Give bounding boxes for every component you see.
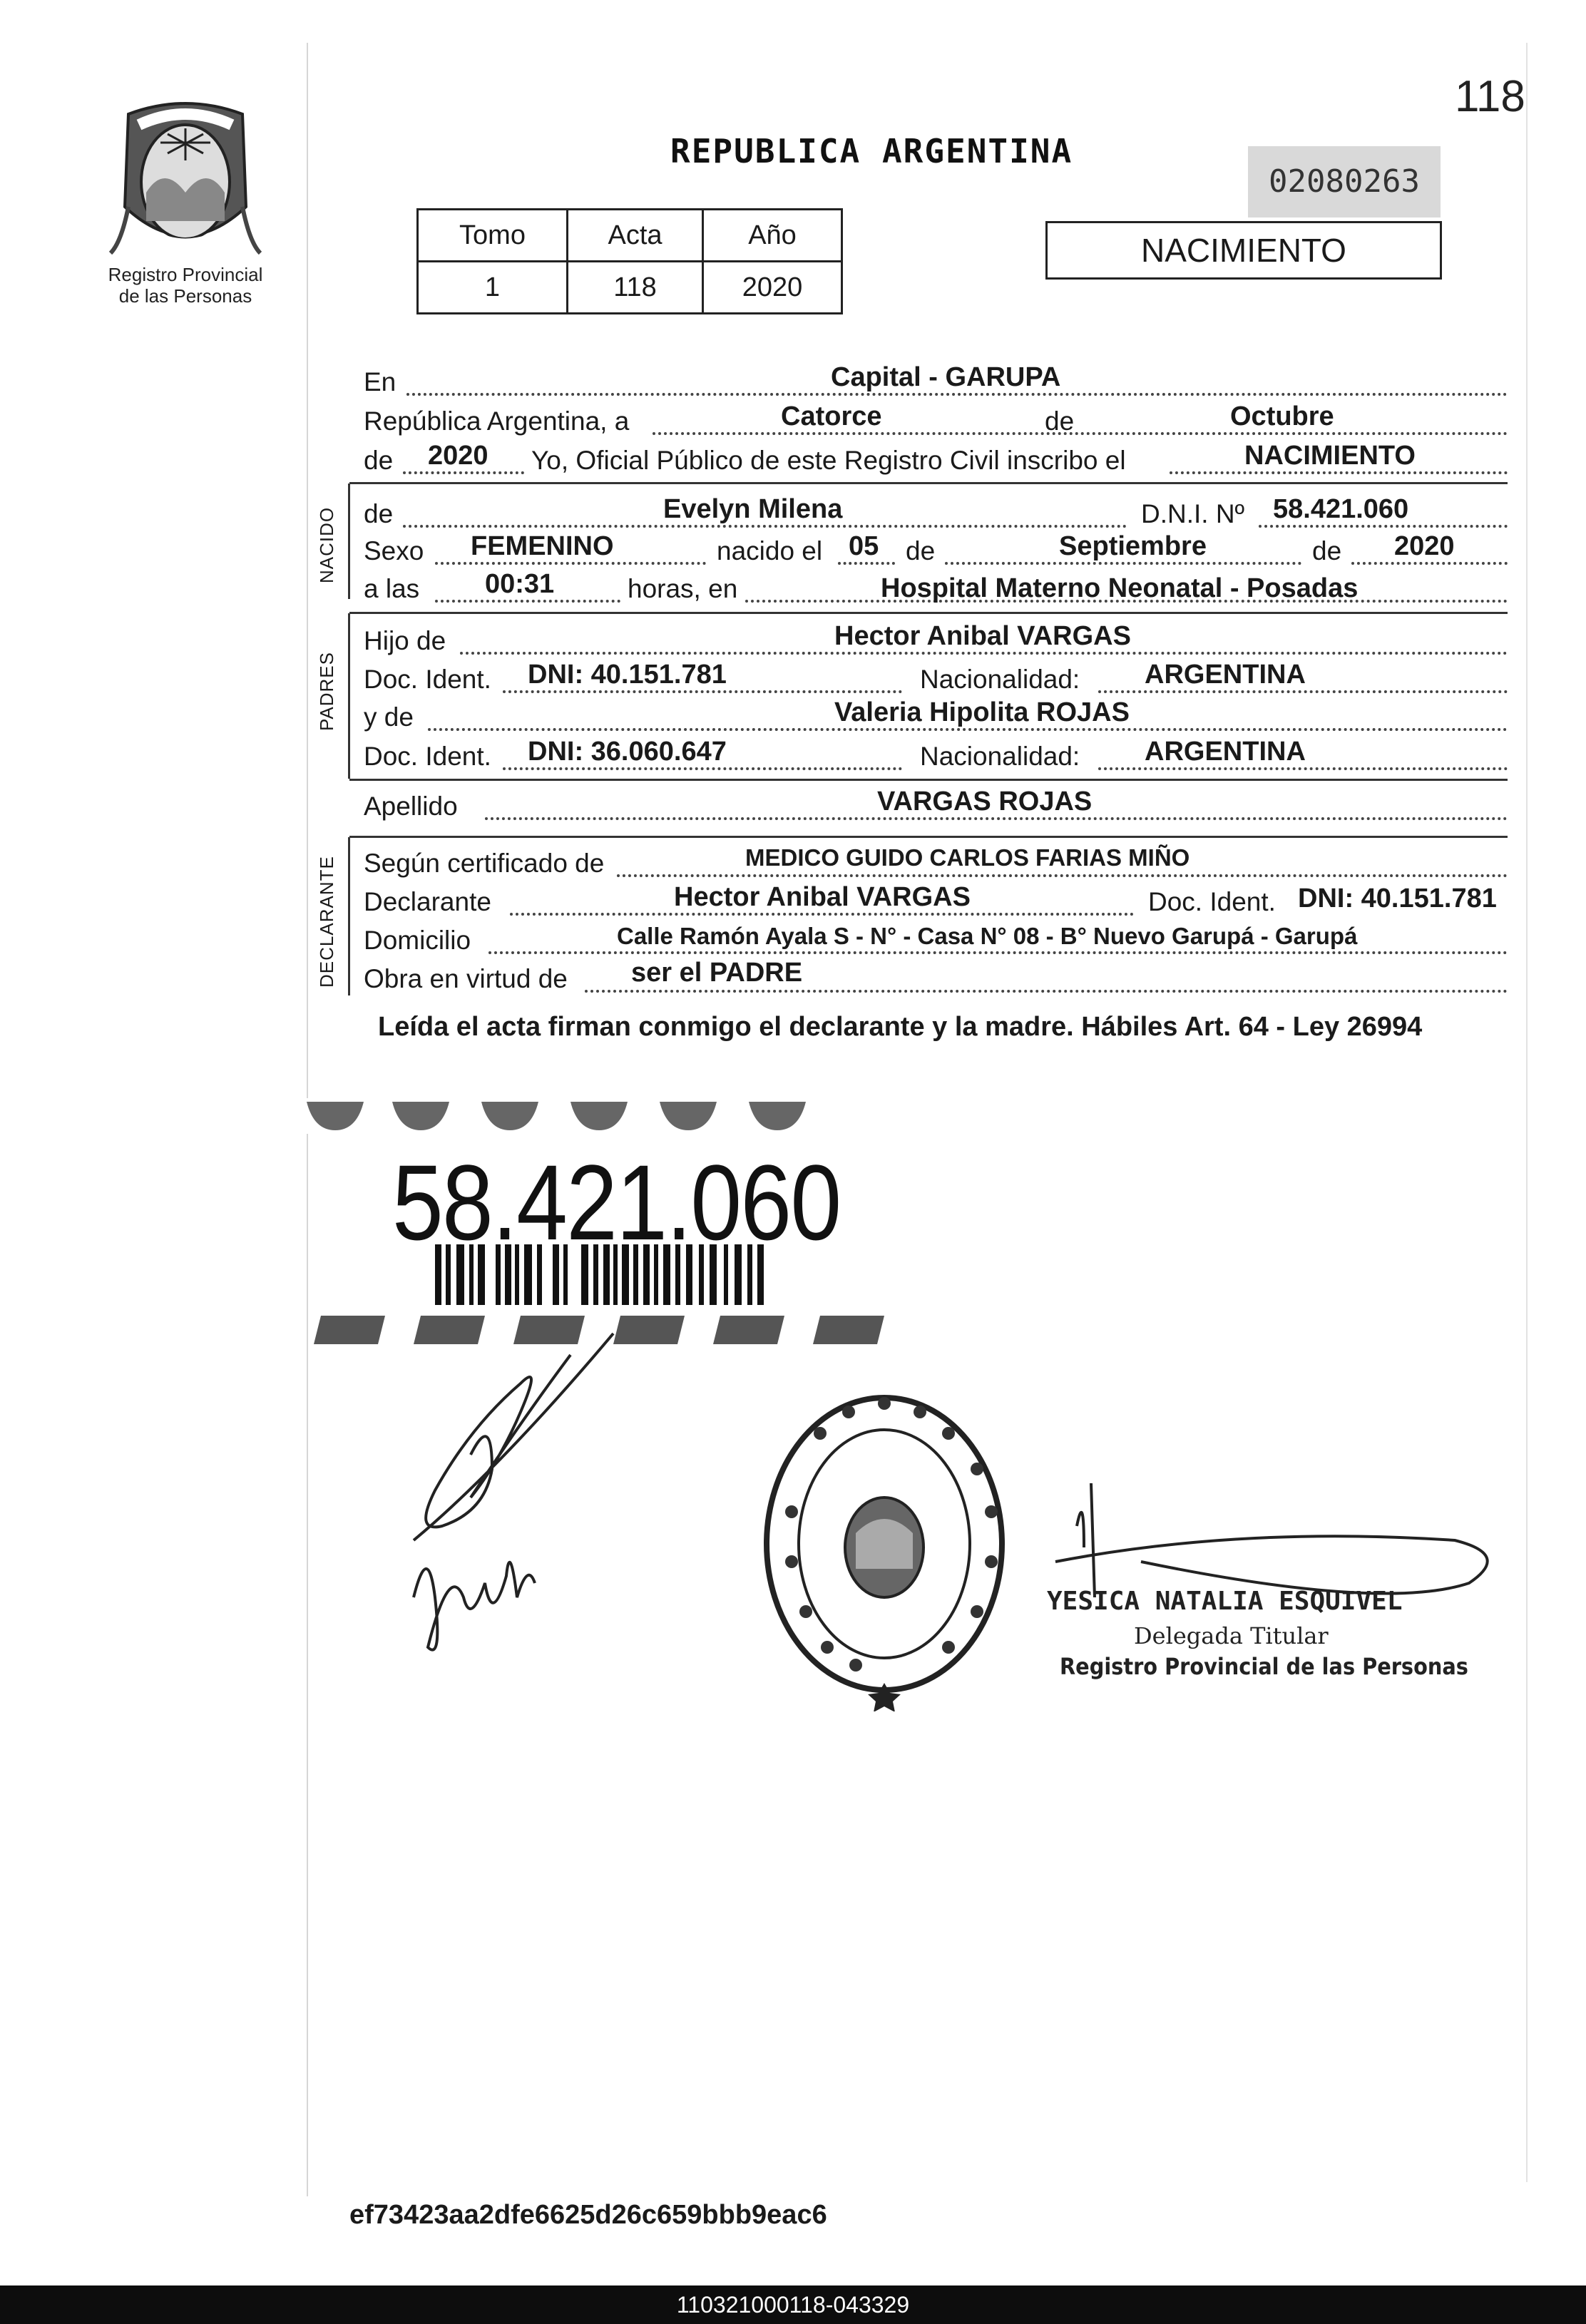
domicilio-label: Domicilio (364, 926, 471, 955)
sexo-label: Sexo (364, 536, 424, 565)
acta-header: Acta (568, 210, 703, 262)
logo-caption-line1: Registro Provincial (108, 264, 263, 285)
republica-label: República Argentina, a (364, 406, 630, 436)
form-line-republica (364, 399, 1508, 439)
nacido-de3-label: de (1312, 536, 1342, 565)
declarant-relation: ser el PADRE (631, 958, 803, 988)
y-de-label: y de (364, 702, 414, 732)
official-seal (756, 1383, 1013, 1711)
birth-time: 00:31 (485, 569, 555, 599)
obra-label: Obra en virtud de (364, 964, 568, 993)
de-label: de (1045, 406, 1075, 436)
form-line-mother-doc (364, 734, 1508, 774)
alas-label: a las (364, 574, 420, 603)
form-line-domicilio (364, 918, 1508, 958)
logo-caption (78, 264, 292, 307)
section-label-nacido: NACIDO (316, 506, 337, 583)
form-line-year (364, 439, 1508, 478)
nacionalidad-label: Nacionalidad: (920, 665, 1080, 694)
form-line-declarant (364, 880, 1508, 920)
separator (349, 612, 1508, 614)
birth-day: 05 (849, 531, 879, 561)
certificate-issuer: MEDICO GUIDO CARLOS FARIAS MIÑO (745, 844, 1190, 871)
apellido-label: Apellido (364, 792, 458, 821)
birth-place: Hospital Materno Neonatal - Posadas (881, 573, 1359, 603)
mother-nationality: ARGENTINA (1145, 737, 1306, 767)
form-line-certificate (364, 841, 1508, 881)
place-of-record: Capital - GARUPA (831, 362, 1061, 392)
nacido-de-label: de (364, 499, 394, 528)
official-role: Delegada Titular (1134, 1622, 1329, 1649)
tomo-header: Tomo (418, 210, 568, 262)
official-signature (1027, 1455, 1512, 1597)
section-label-declarante: DECLARANTE (316, 856, 337, 988)
official-organization: Registro Provincial de las Personas (1060, 1653, 1468, 1680)
document-title: REPUBLICA ARGENTINA (670, 132, 1073, 170)
child-sex: FEMENINO (471, 531, 614, 561)
child-name: Evelyn Milena (663, 494, 843, 524)
separator (349, 836, 1508, 838)
birth-month: Septiembre (1059, 531, 1207, 561)
separator (349, 779, 1508, 781)
record-day: Catorce (781, 401, 882, 431)
birth-year: 2020 (1394, 531, 1455, 561)
child-dni: 58.421.060 (1273, 494, 1409, 524)
nacido-el-label: nacido el (717, 536, 823, 565)
section-label-padres: PADRES (316, 652, 337, 731)
form-line-time (364, 567, 1508, 607)
tomo-value: 1 (418, 262, 568, 314)
officer-statement: Yo, Oficial Público de este Registro Civil inscribo el (531, 446, 1126, 475)
declarant-signature (385, 1326, 656, 1697)
mother-name: Valeria Hipolita ROJAS (834, 697, 1130, 727)
closing-note: Leída el acta firman conmigo el declarante y la madre. Hábiles Art. 64 - Ley 26994 (378, 1012, 1423, 1042)
logo-caption-line2: de las Personas (118, 285, 252, 307)
father-nationality: ARGENTINA (1145, 660, 1306, 690)
registry-table (416, 208, 843, 314)
section-bar-declarante (348, 837, 350, 995)
ano-value: 2020 (703, 262, 842, 314)
nacido-de2-label: de (906, 536, 936, 565)
form-line-father-doc (364, 657, 1508, 697)
provincial-shield-logo (107, 100, 264, 271)
doc-ident-label: Doc. Ident. (364, 742, 491, 771)
footer-code: 110321000118-043329 (0, 2285, 1586, 2324)
record-year: 2020 (428, 441, 488, 471)
father-doc: DNI: 40.151.781 (528, 660, 727, 690)
surname: VARGAS ROJAS (877, 787, 1093, 817)
father-name: Hector Anibal VARGAS (834, 621, 1131, 651)
nacionalidad-label: Nacionalidad: (920, 742, 1080, 771)
declarante-label: Declarante (364, 887, 491, 916)
acta-value: 118 (568, 262, 703, 314)
en-label: En (364, 367, 396, 396)
segun-label: Según certificado de (364, 849, 605, 878)
doc-ident-label: Doc. Ident. (1148, 887, 1276, 916)
document-hash: ef73423aa2dfe6625d26c659bbb9eac6 (349, 2200, 827, 2230)
section-bar-nacido (348, 483, 350, 599)
official-name: YESICA NATALIA ESQUIVEL (1047, 1587, 1403, 1616)
form-line-sexo (364, 529, 1508, 569)
stamp-number: 02080263 (1248, 146, 1441, 217)
hijo-de-label: Hijo de (364, 626, 446, 655)
doc-ident-label: Doc. Ident. (364, 665, 491, 694)
ano-header: Año (703, 210, 842, 262)
inscribed-type: NACIMIENTO (1244, 441, 1416, 471)
form-line-apellido (364, 784, 1508, 824)
declarant-address: Calle Ramón Ayala S - N° - Casa N° 08 - B° Nuevo Garupá - Garupá (617, 923, 1358, 949)
dni-label: D.N.I. Nº (1141, 499, 1245, 528)
horas-en-label: horas, en (628, 574, 738, 603)
page-number: 118 (1455, 72, 1525, 121)
declarant-name: Hector Anibal VARGAS (674, 882, 971, 912)
section-bar-padres (348, 613, 350, 779)
form-line-father (364, 619, 1508, 659)
form-line-mother (364, 695, 1508, 735)
barcode-number: 58.421.060 (392, 1142, 841, 1262)
right-edge-rule (1526, 43, 1528, 2182)
declarant-doc: DNI: 40.151.781 (1298, 884, 1497, 913)
form-line-name (364, 492, 1508, 532)
de2-label: de (364, 446, 394, 475)
mother-doc: DNI: 36.060.647 (528, 737, 727, 767)
record-type-box: NACIMIENTO (1045, 221, 1442, 280)
form-line-obra (364, 957, 1508, 997)
form-line-en (364, 360, 1508, 400)
separator (349, 482, 1508, 484)
record-month: Octubre (1230, 401, 1334, 431)
